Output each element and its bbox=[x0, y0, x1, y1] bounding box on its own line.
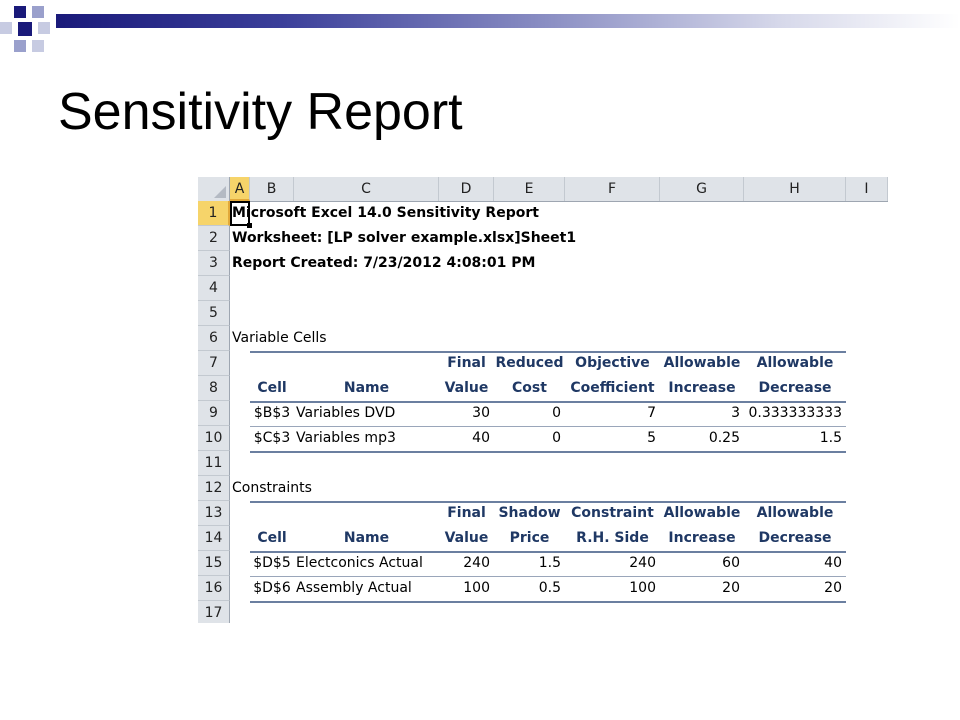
row-header-2[interactable]: 2 bbox=[198, 226, 230, 251]
variable_section-bottom-rule bbox=[250, 451, 846, 453]
row-header-3[interactable]: 3 bbox=[198, 251, 230, 276]
decor-square bbox=[32, 6, 44, 18]
variable_section-header-top: Allowable bbox=[663, 355, 741, 371]
header-gradient-bar bbox=[56, 14, 960, 28]
constraint_section-table-cell: 100 bbox=[629, 580, 656, 596]
variable_section-table-cell: 0.25 bbox=[708, 430, 740, 446]
variable_section-header-top bbox=[294, 351, 439, 376]
constraint_section-header-top: Final bbox=[447, 505, 486, 521]
variable_section-header-bottom: Decrease bbox=[758, 380, 832, 396]
variable_section-table-cell: 30 bbox=[472, 405, 490, 421]
variable_section-header-bottom: Increase bbox=[668, 380, 736, 396]
constraint_section-table-cell: $D$6 bbox=[253, 580, 291, 596]
row-header-4[interactable]: 4 bbox=[198, 276, 230, 301]
constraint_section-header-top: Constraint bbox=[571, 505, 654, 521]
constraint_section-header-top bbox=[294, 501, 439, 526]
variable_section-table-cell: Variables DVD bbox=[296, 405, 396, 421]
constraint_section-table-cell: 100 bbox=[463, 580, 490, 596]
variable_section-table-cell: 3 bbox=[731, 405, 740, 421]
decor-square bbox=[0, 22, 12, 34]
row-header-14[interactable]: 14 bbox=[198, 526, 230, 551]
constraint_section-header-bottom: Price bbox=[509, 530, 550, 546]
column-header-i[interactable]: I bbox=[846, 177, 888, 201]
column-header-c[interactable]: C bbox=[294, 177, 439, 201]
report-title: Microsoft Excel 14.0 Sensitivity Report bbox=[232, 205, 539, 221]
row-header-9[interactable]: 9 bbox=[198, 401, 230, 426]
variable_section-table-cell: $B$3 bbox=[253, 405, 291, 421]
report-created: Report Created: 7/23/2012 4:08:01 PM bbox=[232, 255, 536, 271]
decor-square bbox=[14, 6, 26, 18]
variable_section-section-label: Variable Cells bbox=[232, 330, 327, 346]
variable_section-table-cell: Variables mp3 bbox=[296, 430, 396, 446]
constraint_section-header-bottom: Cell bbox=[257, 530, 287, 546]
column-header-h[interactable]: H bbox=[744, 177, 846, 201]
decor-square bbox=[32, 40, 44, 52]
row-header-11[interactable]: 11 bbox=[198, 451, 230, 476]
variable_section-table-cell: 0 bbox=[552, 405, 561, 421]
variable_section-header-bottom: Name bbox=[343, 380, 390, 396]
constraint_section-header-top: Allowable bbox=[663, 505, 741, 521]
variable_section-table-cell: 1.5 bbox=[819, 430, 842, 446]
variable_section-header-top: Final bbox=[447, 355, 486, 371]
variable_section-table-cell: 40 bbox=[472, 430, 490, 446]
slide-decoration bbox=[0, 0, 960, 60]
row-header-13[interactable]: 13 bbox=[198, 501, 230, 526]
row-header-5[interactable]: 5 bbox=[198, 301, 230, 326]
column-header-b[interactable]: B bbox=[250, 177, 294, 201]
row-header-8[interactable]: 8 bbox=[198, 376, 230, 401]
constraint_section-table-cell: 240 bbox=[629, 555, 656, 571]
cell-grid bbox=[230, 201, 888, 623]
constraint_section-table-cell: 0.5 bbox=[538, 580, 561, 596]
variable_section-header-top bbox=[250, 351, 294, 376]
column-header-g[interactable]: G bbox=[660, 177, 744, 201]
constraint_section-bottom-rule bbox=[250, 601, 846, 603]
active-cell-selection[interactable] bbox=[230, 201, 250, 226]
column-header-bar bbox=[198, 177, 888, 202]
variable_section-table-cell: 7 bbox=[647, 405, 656, 421]
constraint_section-table-cell: 20 bbox=[722, 580, 740, 596]
row-header-12[interactable]: 12 bbox=[198, 476, 230, 501]
decor-square bbox=[14, 40, 26, 52]
variable_section-table-cell: 5 bbox=[647, 430, 656, 446]
constraint_section-section-label: Constraints bbox=[232, 480, 312, 496]
constraint_section-table-cell: Electconics Actual bbox=[296, 555, 423, 571]
variable_section-table-cell: 0.333333333 bbox=[748, 405, 842, 421]
constraint_section-table-cell: 1.5 bbox=[538, 555, 561, 571]
constraint_section-header-top: Allowable bbox=[756, 505, 834, 521]
row-header-1[interactable]: 1 bbox=[198, 201, 230, 226]
variable_section-header-top: Allowable bbox=[756, 355, 834, 371]
column-header-e[interactable]: E bbox=[494, 177, 565, 201]
constraint_section-header-bottom: R.H. Side bbox=[576, 530, 649, 546]
column-header-f[interactable]: F bbox=[565, 177, 660, 201]
constraint_section-table-cell: 20 bbox=[824, 580, 842, 596]
constraint_section-table-cell: 240 bbox=[463, 555, 490, 571]
variable_section-header-bottom: Coefficient bbox=[570, 380, 655, 396]
variable_section-header-bottom: Cost bbox=[512, 380, 547, 396]
row-header-7[interactable]: 7 bbox=[198, 351, 230, 376]
column-header-a[interactable]: A bbox=[230, 177, 250, 201]
constraint_section-header-top: Shadow bbox=[498, 505, 561, 521]
variable_section-header-bottom: Value bbox=[444, 380, 489, 396]
variable_section-header-top: Objective bbox=[575, 355, 650, 371]
constraint_section-table-cell: $D$5 bbox=[253, 555, 291, 571]
constraint_section-header-top bbox=[250, 501, 294, 526]
row-header-16[interactable]: 16 bbox=[198, 576, 230, 601]
row-header-10[interactable]: 10 bbox=[198, 426, 230, 451]
decor-square bbox=[18, 22, 32, 36]
variable_section-header-bottom: Cell bbox=[257, 380, 287, 396]
constraint_section-table-cell: 60 bbox=[722, 555, 740, 571]
variable_section-table-cell: $C$3 bbox=[253, 430, 291, 446]
row-header-17[interactable]: 17 bbox=[198, 601, 230, 623]
slide-title: Sensitivity Report bbox=[58, 83, 463, 141]
decor-square bbox=[38, 22, 50, 34]
constraint_section-header-bottom: Increase bbox=[668, 530, 736, 546]
select-all-corner[interactable] bbox=[198, 177, 230, 201]
constraint_section-table-cell: Assembly Actual bbox=[296, 580, 412, 596]
spreadsheet-screenshot bbox=[198, 177, 888, 623]
column-header-d[interactable]: D bbox=[439, 177, 494, 201]
constraint_section-header-bottom: Name bbox=[343, 530, 390, 546]
row-header-15[interactable]: 15 bbox=[198, 551, 230, 576]
variable_section-table-cell: 0 bbox=[552, 430, 561, 446]
constraint_section-header-bottom: Value bbox=[444, 530, 489, 546]
constraint_section-header-bottom: Decrease bbox=[758, 530, 832, 546]
report-worksheet: Worksheet: [LP solver example.xlsx]Sheet1 bbox=[232, 230, 577, 246]
constraint_section-table-cell: 40 bbox=[824, 555, 842, 571]
row-header-6[interactable]: 6 bbox=[198, 326, 230, 351]
variable_section-header-top: Reduced bbox=[495, 355, 564, 371]
